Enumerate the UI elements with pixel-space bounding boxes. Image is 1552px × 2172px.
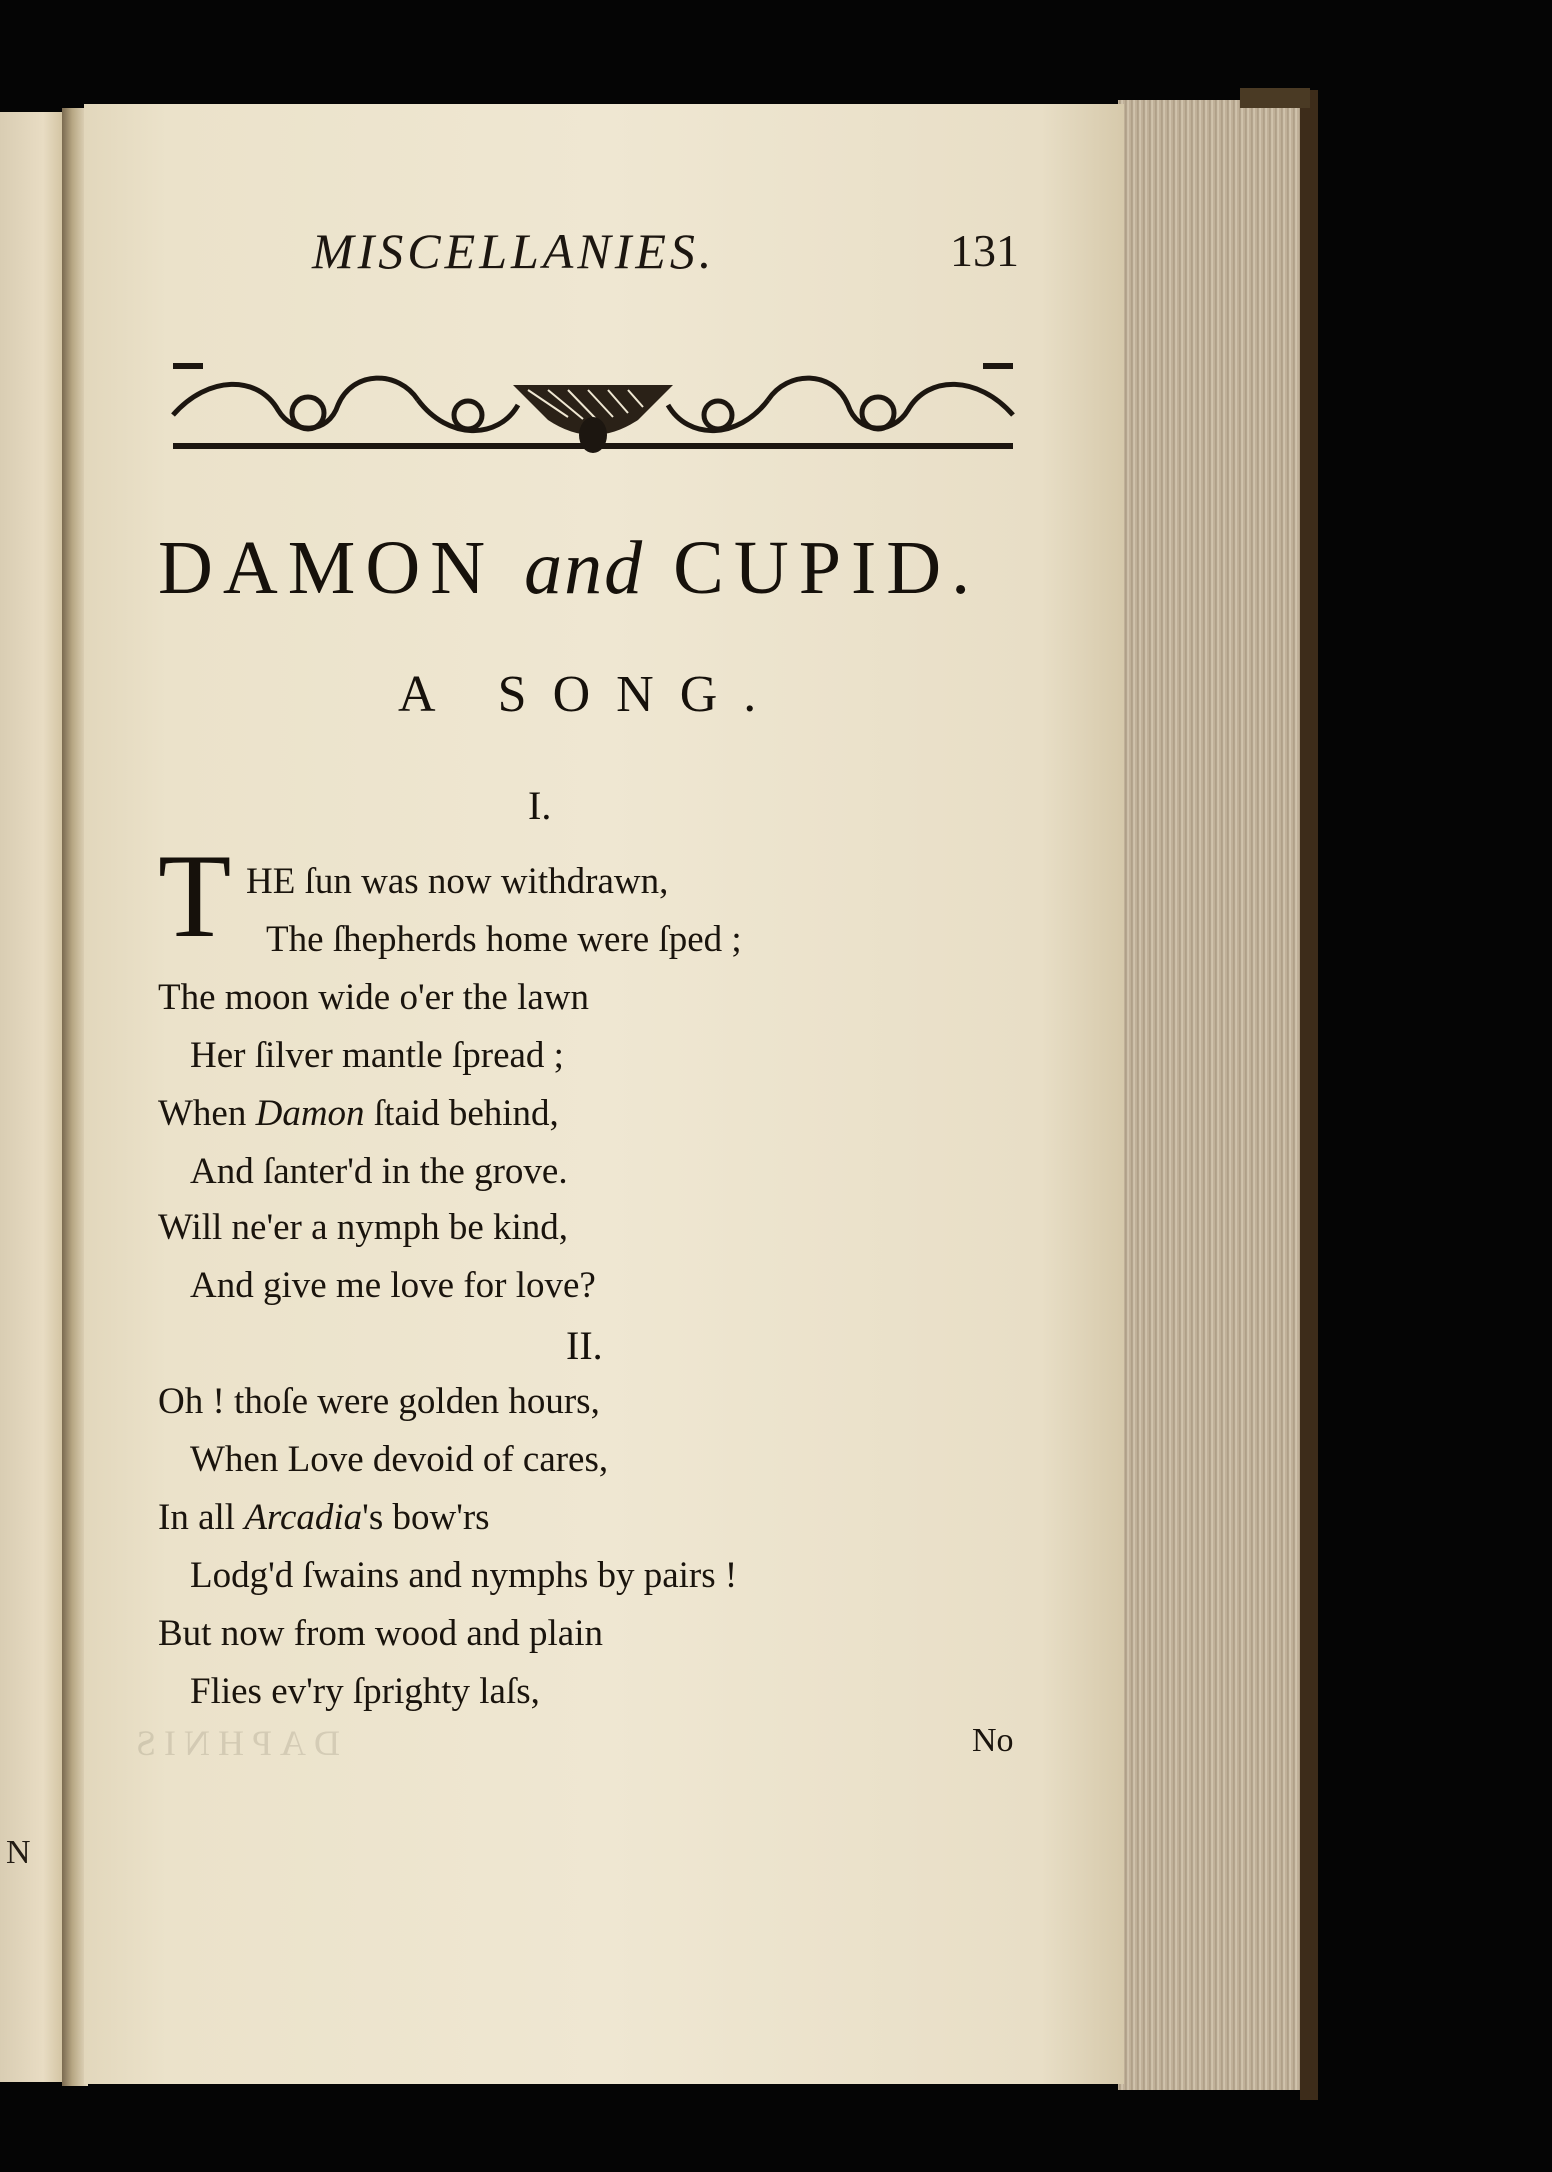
poem-line: Flies ev'ry ſprighty laſs, (190, 1671, 540, 1712)
drop-cap: T (158, 829, 232, 962)
poem-line: And ſanter'd in the grove. (190, 1151, 568, 1192)
book-cover-corner (1240, 88, 1310, 108)
poem-line-text: When (158, 1093, 247, 1134)
poem-line (158, 1092, 559, 1135)
show-through-text: DAPHNIS (128, 1723, 341, 1763)
poem-line: But now from wood and plain (158, 1613, 603, 1654)
poem-line: Her ſilver mantle ſpread ; (190, 1035, 564, 1076)
page-edges (1118, 100, 1318, 2090)
poem-line: The moon wide o'er the lawn (158, 977, 590, 1018)
poem-line (158, 1496, 490, 1539)
page-number: 131 (950, 225, 1019, 276)
poem-line: Lodg'd ſwains and nymphs by pairs ! (190, 1555, 738, 1596)
poem-line: When Love devoid of cares, (190, 1439, 609, 1480)
stanza-2-numeral: II. (566, 1323, 603, 1368)
book-cover-edge (1300, 90, 1318, 2100)
title-part-1: DAMON (158, 526, 496, 610)
poem-line: The ſhepherds home were ſped ; (266, 919, 742, 960)
poem-subtitle: A SONG. (398, 666, 783, 723)
running-head: MISCELLANIES. (312, 223, 716, 279)
poem-line-text: 's bow'rs (362, 1497, 490, 1538)
poem-line: Will ne'er a nymph be kind, (158, 1207, 569, 1248)
poem-title (158, 525, 980, 612)
title-part-2: CUPID. (673, 526, 981, 610)
poem-line-text: ſtaid behind, (373, 1093, 559, 1134)
poem-line: And give me love for love? (190, 1265, 596, 1306)
poem-line: Oh ! thoſe were golden hours, (158, 1381, 600, 1422)
left-page-edge-letter: N (6, 1834, 31, 1871)
poem-line: HE ſun was now withdrawn, (246, 861, 669, 902)
catchword: No (972, 1722, 1014, 1759)
poem-line-name: Arcadia (244, 1497, 363, 1538)
title-connector: and (524, 526, 645, 610)
poem-line-name: Damon (255, 1093, 365, 1134)
decorative-headpiece (168, 355, 1018, 455)
stanza-1-numeral: I. (528, 783, 552, 828)
poem-line-text: In all (158, 1497, 236, 1538)
